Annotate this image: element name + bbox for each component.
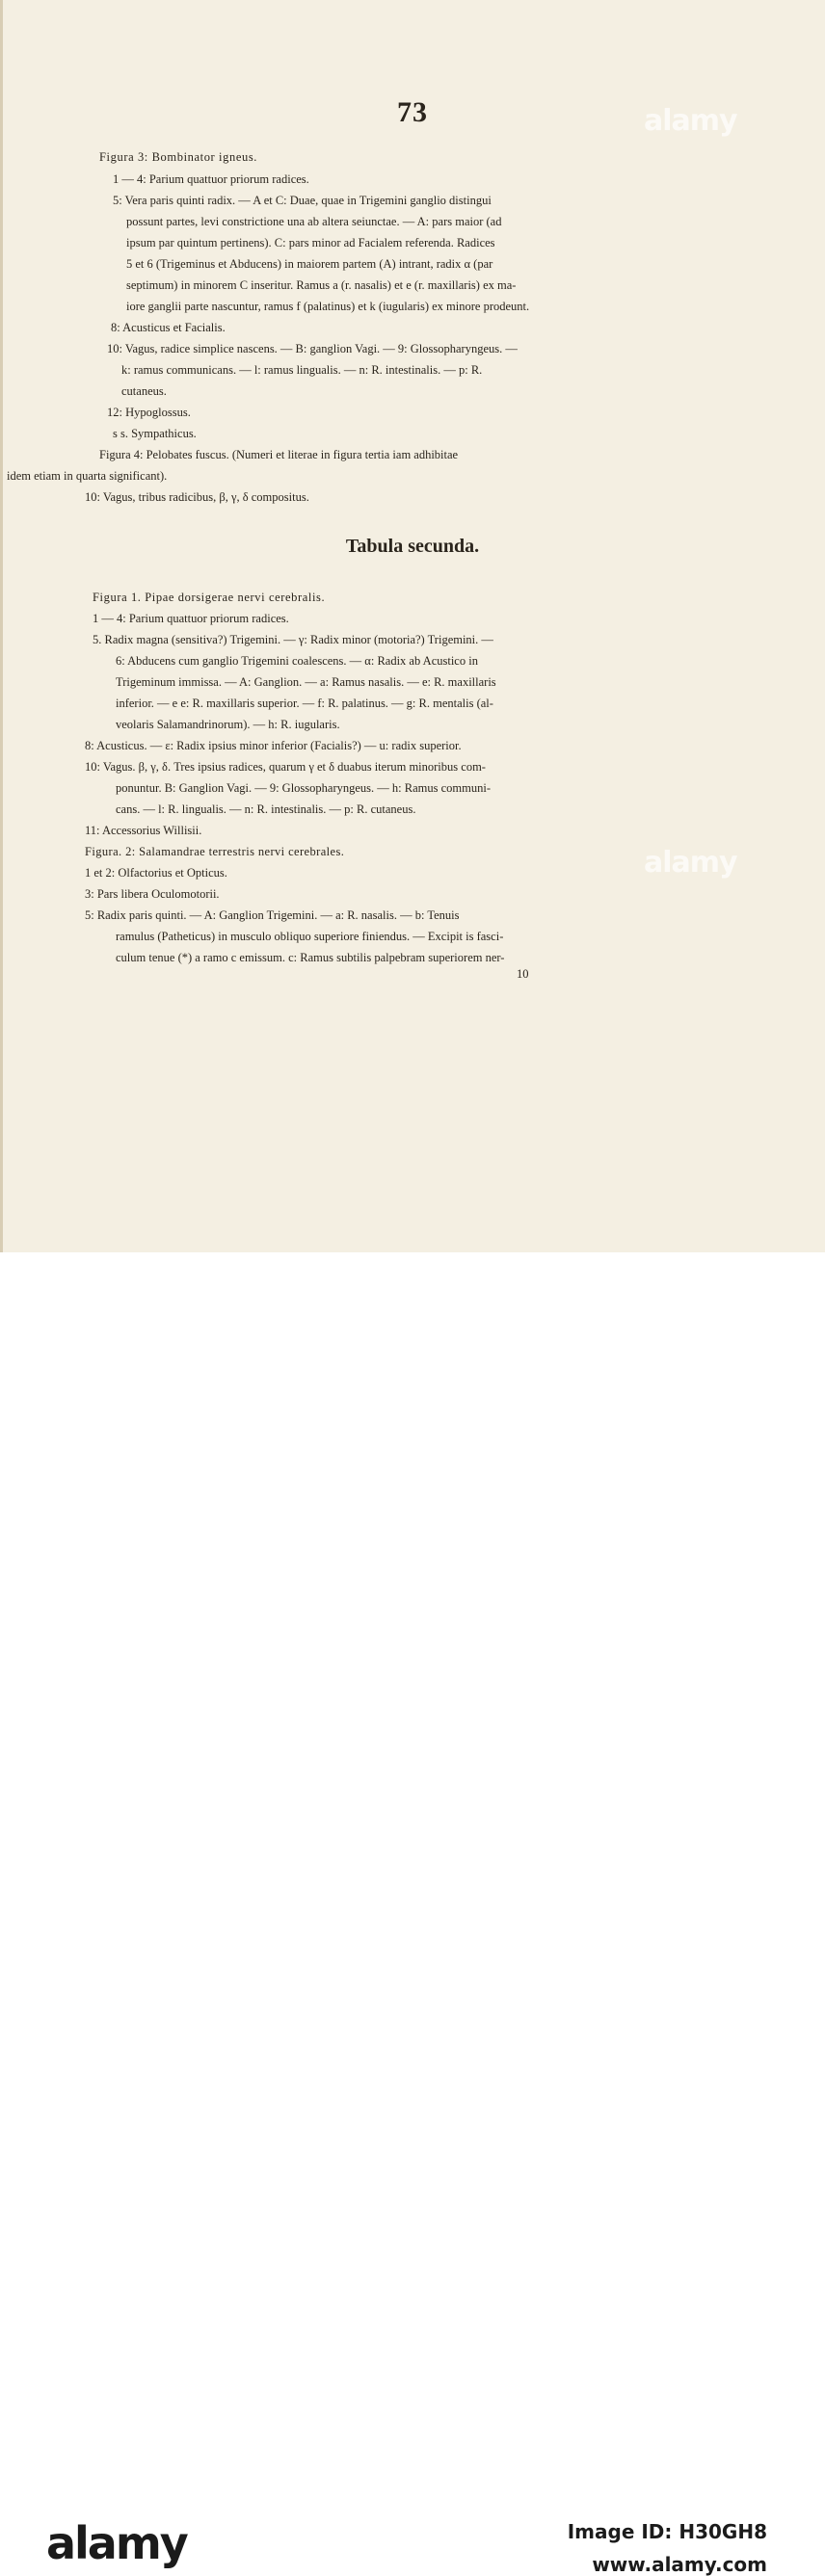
text-line: 1 — 4: Parium quattuor priorum radices. [93,612,289,625]
text-line: cans. — l: R. lingualis. — n: R. intestinalis. — p: R. cutaneus. [116,802,416,816]
text-line: idem etiam in quarta significant). [7,469,168,483]
scanned-page [0,0,825,1252]
signature-mark: 10 [517,967,529,981]
text-line: ramulus (Patheticus) in musculo obliquo superiore finiendus. — Excipit is fasci- [116,930,504,943]
text-line: Figura 1. Pipae dorsigerae nervi cerebralis. [93,591,326,604]
footer-bar [0,1252,825,2576]
text-line: 5 et 6 (Trigeminus et Abducens) in maiorem partem (A) intrant, radix α (par [126,257,493,271]
text-line: 5. Radix magna (sensitiva?) Trigemini. — γ: Radix minor (motoria?) Trigemini. — [93,633,493,646]
text-line: iore ganglii parte nascuntur, ramus f (palatinus) et k (iugularis) ex minore prodeunt. [126,300,530,313]
text-line: ipsum par quintum pertinens). C: pars minor ad Facialem referenda. Radices [126,236,495,250]
text-line: 1 — 4: Parium quattuor priorum radices. [113,172,309,186]
section-heading: Tabula secunda. [345,536,480,557]
image-id: Image ID: H30GH8 [567,2520,767,2543]
watermark: alamy [644,104,737,138]
text-line: possunt partes, levi constrictione una ab altera seiunctae. — A: pars maior (ad [126,215,502,228]
text-line: s s. Sympathicus. [113,427,197,440]
text-line: 8: Acusticus. — ε: Radix ipsius minor inferior (Facialis?) — u: radix superior. [85,739,462,752]
site-url: www.alamy.com [592,2553,767,2576]
text-line: inferior. — e e: R. maxillaris superior. — f: R. palatinus. — g: R. mentalis (al- [116,697,493,710]
text-line: Figura 3: Bombinator igneus. [99,150,258,164]
page-edge [0,0,3,1252]
text-line: 5: Radix paris quinti. — A: Ganglion Trigemini. — a: R. nasalis. — b: Tenuis [85,908,460,922]
text-line: septimum) in minorem C inseritur. Ramus a (r. nasalis) et e (r. maxillaris) ex ma- [126,278,517,292]
text-line: Figura. 2: Salamandrae terrestris nervi cerebrales. [85,845,345,858]
text-line: Trigeminum immissa. — A: Ganglion. — a: Ramus nasalis. — e: R. maxillaris [116,675,496,689]
text-line: 10: Vagus, radice simplice nascens. — B: ganglion Vagi. — 9: Glossopharyngeus. — [107,342,518,355]
text-line: 5: Vera paris quinti radix. — A et C: Duae, quae in Trigemini ganglio distingui [113,194,492,207]
alamy-logo: alamy [46,2517,187,2569]
text-line: ponuntur. B: Ganglion Vagi. — 9: Glossopharyngeus. — h: Ramus communi- [116,781,491,795]
text-line: cutaneus. [121,384,167,398]
text-line: 10: Vagus, tribus radicibus, β, γ, δ compositus. [85,490,309,504]
page-number: 73 [397,96,428,128]
text-line: veolaris Salamandrinorum). — h: R. iugularis. [116,718,340,731]
watermark: alamy [644,846,737,880]
text-line: k: ramus communicans. — l: ramus lingualis. — n: R. intestinalis. — p: R. [121,363,483,377]
text-line: 6: Abducens cum ganglio Trigemini coalescens. — α: Radix ab Acustico in [116,654,478,668]
text-line: 12: Hypoglossus. [107,406,191,419]
text-line: 11: Accessorius Willisii. [85,824,202,837]
text-line: 8: Acusticus et Facialis. [111,321,226,334]
text-line: 1 et 2: Olfactorius et Opticus. [85,866,227,880]
text-line: culum tenue (*) a ramo c emissum. c: Ramus subtilis palpebram superiorem ner- [116,951,505,964]
text-line: 3: Pars libera Oculomotorii. [85,887,220,901]
text-line: Figura 4: Pelobates fuscus. (Numeri et literae in figura tertia iam adhibitae [99,448,459,461]
text-line: 10: Vagus. β, γ, δ. Tres ipsius radices, quarum γ et δ duabus iterum minoribus com- [85,760,486,774]
